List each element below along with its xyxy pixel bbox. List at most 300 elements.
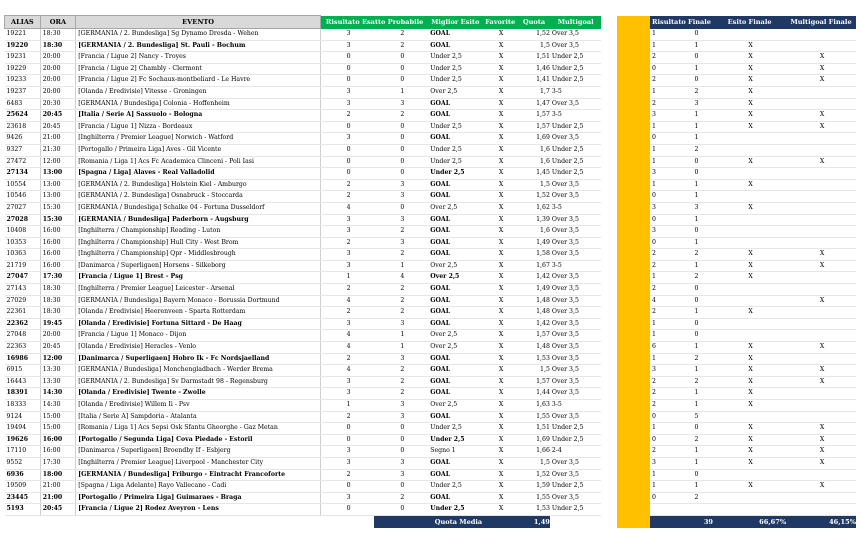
cell-miglior-esito[interactable]: GOAL	[428, 110, 482, 122]
cell-pred-home[interactable]: 2	[320, 191, 374, 203]
cell-quota[interactable]: 1,63	[518, 400, 550, 412]
cell-pred-away[interactable]: 2	[374, 376, 428, 388]
table-row[interactable]	[5, 179, 857, 191]
cell-evento[interactable]: [GERMANIA / 2. Bundesliga] Osnabruck - Stoccarda	[76, 191, 321, 203]
table-row[interactable]	[5, 400, 857, 412]
cell-ora[interactable]: 20:00	[40, 75, 76, 87]
cell-final-home[interactable]: 1	[650, 86, 678, 98]
cell-multigoal-finale[interactable]: X	[786, 295, 856, 307]
cell-miglior-esito[interactable]: Over 2,5	[428, 202, 482, 214]
cell-quota[interactable]: 1,46	[518, 63, 550, 75]
cell-pred-away[interactable]: 0	[374, 121, 428, 133]
cell-pred-away[interactable]: 3	[374, 400, 428, 412]
cell-ora[interactable]: 21:30	[40, 144, 76, 156]
cell-esito-finale[interactable]: X	[713, 272, 786, 284]
cell-alias[interactable]: 22361	[5, 307, 41, 319]
cell-quota[interactable]: 1,55	[518, 492, 550, 504]
cell-alias[interactable]: 17110	[5, 446, 41, 458]
cell-pred-away[interactable]: 3	[374, 98, 428, 110]
cell-esito-finale[interactable]: X	[713, 388, 786, 400]
cell-multigoal-finale[interactable]	[786, 411, 856, 423]
cell-ora[interactable]: 14:30	[40, 388, 76, 400]
cell-final-home[interactable]: 2	[650, 376, 678, 388]
cell-multigoal-finale[interactable]	[786, 144, 856, 156]
cell-esito-finale[interactable]: X	[713, 86, 786, 98]
cell-final-away[interactable]: 1	[678, 133, 713, 145]
cell-favorite[interactable]: X	[482, 110, 518, 122]
cell-pred-home[interactable]: 0	[320, 434, 374, 446]
cell-ora[interactable]: 16:00	[40, 446, 76, 458]
cell-evento[interactable]: [GERMANIA / Bundesliga] Colonia - Hoffenheim	[76, 98, 321, 110]
cell-favorite[interactable]: X	[482, 307, 518, 319]
table-row[interactable]	[5, 446, 857, 458]
cell-miglior-esito[interactable]: GOAL	[428, 214, 482, 226]
cell-multigoal-finale[interactable]: X	[786, 156, 856, 168]
cell-alias[interactable]: 22362	[5, 318, 41, 330]
cell-pred-away[interactable]: 3	[374, 411, 428, 423]
cell-final-away[interactable]: 1	[678, 191, 713, 203]
cell-pred-away[interactable]: 2	[374, 365, 428, 377]
cell-miglior-esito[interactable]: GOAL	[428, 365, 482, 377]
cell-pred-away[interactable]: 0	[374, 156, 428, 168]
cell-final-home[interactable]: 2	[650, 249, 678, 261]
cell-quota[interactable]: 1,57	[518, 121, 550, 133]
cell-multigoal-finale[interactable]: X	[786, 446, 856, 458]
cell-evento[interactable]: [Italia / Serie A] Sampdoria - Atalanta	[76, 411, 321, 423]
cell-alias[interactable]: 10353	[5, 237, 41, 249]
cell-multigoal-finale[interactable]: X	[786, 63, 856, 75]
table-row[interactable]	[5, 98, 857, 110]
cell-favorite[interactable]: X	[482, 191, 518, 203]
cell-pred-home[interactable]: 3	[320, 457, 374, 469]
cell-multigoal-finale[interactable]	[786, 272, 856, 284]
cell-alias[interactable]: 18391	[5, 388, 41, 400]
cell-quota[interactable]: 1,69	[518, 133, 550, 145]
cell-favorite[interactable]: X	[482, 179, 518, 191]
cell-pred-away[interactable]: 3	[374, 214, 428, 226]
cell-alias[interactable]: 10363	[5, 249, 41, 261]
cell-pred-home[interactable]: 0	[320, 52, 374, 64]
cell-ora[interactable]: 17:30	[40, 457, 76, 469]
cell-final-away[interactable]: 0	[678, 168, 713, 180]
cell-final-home[interactable]: 1	[650, 330, 678, 342]
cell-alias[interactable]: 19229	[5, 63, 41, 75]
cell-multigoal[interactable]: Over 3,5	[550, 226, 602, 238]
cell-final-home[interactable]: 3	[650, 226, 678, 238]
cell-ora[interactable]: 20:45	[40, 504, 76, 516]
cell-pred-away[interactable]: 1	[374, 342, 428, 354]
cell-multigoal-finale[interactable]	[786, 469, 856, 481]
cell-alias[interactable]: 19494	[5, 423, 41, 435]
cell-multigoal-finale[interactable]	[786, 202, 856, 214]
cell-final-home[interactable]: 4	[650, 295, 678, 307]
cell-final-home[interactable]: 0	[650, 191, 678, 203]
cell-final-home[interactable]: 1	[650, 469, 678, 481]
cell-pred-home[interactable]: 4	[320, 295, 374, 307]
cell-final-home[interactable]: 3	[650, 110, 678, 122]
cell-ora[interactable]: 21:00	[40, 492, 76, 504]
table-row[interactable]	[5, 202, 857, 214]
cell-esito-finale[interactable]	[713, 504, 786, 516]
cell-miglior-esito[interactable]: Under 2,5	[428, 75, 482, 87]
cell-multigoal[interactable]: Over 3,5	[550, 376, 602, 388]
cell-multigoal-finale[interactable]	[786, 86, 856, 98]
cell-final-away[interactable]: 0	[678, 295, 713, 307]
cell-final-away[interactable]: 2	[678, 144, 713, 156]
cell-multigoal-finale[interactable]	[786, 179, 856, 191]
cell-ora[interactable]: 13:00	[40, 168, 76, 180]
cell-favorite[interactable]: X	[482, 330, 518, 342]
cell-evento[interactable]: [Inghilterra / Championship] Reading - Luton	[76, 226, 321, 238]
cell-final-away[interactable]: 1	[678, 446, 713, 458]
cell-pred-away[interactable]: 0	[374, 52, 428, 64]
cell-esito-finale[interactable]: X	[713, 481, 786, 493]
table-row[interactable]	[5, 423, 857, 435]
cell-multigoal-finale[interactable]	[786, 237, 856, 249]
table-row[interactable]	[5, 469, 857, 481]
cell-multigoal-finale[interactable]	[786, 40, 856, 52]
cell-esito-finale[interactable]: X	[713, 98, 786, 110]
cell-multigoal[interactable]: Under 2,5	[550, 423, 602, 435]
cell-favorite[interactable]: X	[482, 237, 518, 249]
cell-ora[interactable]: 20:45	[40, 110, 76, 122]
cell-alias[interactable]: 19231	[5, 52, 41, 64]
cell-favorite[interactable]: X	[482, 365, 518, 377]
cell-multigoal[interactable]: Under 2,5	[550, 52, 602, 64]
cell-favorite[interactable]: X	[482, 423, 518, 435]
cell-esito-finale[interactable]	[713, 144, 786, 156]
cell-evento[interactable]: [Romania / Liga 1] Acs Sepsi Osk Sfantu Gheorghe - Gaz Metan	[76, 423, 321, 435]
cell-miglior-esito[interactable]: GOAL	[428, 29, 482, 41]
cell-pred-away[interactable]: 3	[374, 318, 428, 330]
cell-pred-home[interactable]: 0	[320, 168, 374, 180]
cell-evento[interactable]: [GERMANIA / 2. Bundesliga] Holstein Kiel - Amburgo	[76, 179, 321, 191]
table-row[interactable]	[5, 272, 857, 284]
cell-favorite[interactable]: X	[482, 272, 518, 284]
col-header-risultato-finale[interactable]: Risultato Finale	[650, 16, 713, 29]
cell-miglior-esito[interactable]: Over 2,5	[428, 400, 482, 412]
cell-evento[interactable]: [Olanda / Eredivisie] Willem Ii - Psv	[76, 400, 321, 412]
cell-miglior-esito[interactable]: Under 2,5	[428, 434, 482, 446]
cell-multigoal[interactable]: Over 3,5	[550, 133, 602, 145]
cell-ora[interactable]: 13:30	[40, 365, 76, 377]
cell-favorite[interactable]: X	[482, 40, 518, 52]
col-header-evento[interactable]: EVENTO	[76, 16, 321, 29]
cell-quota[interactable]: 1,5	[518, 457, 550, 469]
cell-final-away[interactable]: 1	[678, 307, 713, 319]
table-row[interactable]	[5, 411, 857, 423]
cell-evento[interactable]: [Olanda / Eredivisie] Heracles - Venlo	[76, 342, 321, 354]
cell-multigoal-finale[interactable]	[786, 353, 856, 365]
cell-alias[interactable]: 9426	[5, 133, 41, 145]
cell-esito-finale[interactable]	[713, 226, 786, 238]
cell-pred-home[interactable]: 3	[320, 86, 374, 98]
cell-multigoal[interactable]: Over 3,5	[550, 342, 602, 354]
cell-esito-finale[interactable]: X	[713, 457, 786, 469]
cell-esito-finale[interactable]: X	[713, 260, 786, 272]
table-row[interactable]	[5, 504, 857, 516]
cell-pred-home[interactable]: 0	[320, 75, 374, 87]
cell-alias[interactable]: 19221	[5, 29, 41, 41]
cell-pred-away[interactable]: 0	[374, 504, 428, 516]
cell-multigoal-finale[interactable]: X	[786, 75, 856, 87]
cell-pred-home[interactable]: 3	[320, 318, 374, 330]
cell-multigoal-finale[interactable]	[786, 318, 856, 330]
cell-final-home[interactable]	[650, 504, 678, 516]
cell-ora[interactable]: 21:00	[40, 481, 76, 493]
cell-pred-away[interactable]: 0	[374, 423, 428, 435]
cell-miglior-esito[interactable]: Under 2,5	[428, 63, 482, 75]
table-row[interactable]	[5, 318, 857, 330]
cell-favorite[interactable]: X	[482, 121, 518, 133]
cell-alias[interactable]: 16443	[5, 376, 41, 388]
cell-pred-away[interactable]: 0	[374, 168, 428, 180]
cell-multigoal-finale[interactable]	[786, 492, 856, 504]
cell-esito-finale[interactable]	[713, 168, 786, 180]
cell-quota[interactable]: 1,48	[518, 342, 550, 354]
cell-favorite[interactable]: X	[482, 376, 518, 388]
cell-esito-finale[interactable]	[713, 214, 786, 226]
cell-pred-away[interactable]: 1	[374, 260, 428, 272]
cell-alias[interactable]: 9552	[5, 457, 41, 469]
cell-favorite[interactable]: X	[482, 446, 518, 458]
cell-favorite[interactable]: X	[482, 457, 518, 469]
cell-ora[interactable]: 18:30	[40, 295, 76, 307]
cell-esito-finale[interactable]	[713, 29, 786, 41]
cell-ora[interactable]: 15:30	[40, 214, 76, 226]
cell-multigoal-finale[interactable]: X	[786, 434, 856, 446]
cell-pred-home[interactable]: 2	[320, 179, 374, 191]
cell-pred-home[interactable]: 2	[320, 307, 374, 319]
cell-quota[interactable]: 1,57	[518, 110, 550, 122]
cell-alias[interactable]: 27134	[5, 168, 41, 180]
cell-miglior-esito[interactable]: Over 2,5	[428, 272, 482, 284]
table-row[interactable]	[5, 307, 857, 319]
cell-ora[interactable]: 13:30	[40, 376, 76, 388]
cell-multigoal[interactable]: Over 3,5	[550, 353, 602, 365]
cell-esito-finale[interactable]: X	[713, 376, 786, 388]
cell-quota[interactable]: 1,52	[518, 29, 550, 41]
cell-quota[interactable]: 1,42	[518, 272, 550, 284]
cell-pred-home[interactable]: 3	[320, 98, 374, 110]
cell-miglior-esito[interactable]: GOAL	[428, 318, 482, 330]
cell-evento[interactable]: [Francia / Ligue 2] Fc Sochaux-montbeliard - Le Havre	[76, 75, 321, 87]
cell-pred-home[interactable]: 0	[320, 156, 374, 168]
cell-miglior-esito[interactable]: GOAL	[428, 284, 482, 296]
cell-esito-finale[interactable]: X	[713, 121, 786, 133]
cell-evento[interactable]: [Olanda / Eredivisie] Vitesse - Groningen	[76, 86, 321, 98]
cell-final-home[interactable]: 0	[650, 434, 678, 446]
cell-multigoal[interactable]: Over 3,5	[550, 411, 602, 423]
cell-pred-away[interactable]: 2	[374, 110, 428, 122]
cell-pred-home[interactable]: 1	[320, 400, 374, 412]
cell-miglior-esito[interactable]: Over 2,5	[428, 260, 482, 272]
cell-multigoal[interactable]: Over 3,5	[550, 284, 602, 296]
cell-evento[interactable]: [Romania / Liga 1] Acs Fc Academica Clinceni - Poli Iasi	[76, 156, 321, 168]
cell-alias[interactable]: 19233	[5, 75, 41, 87]
table-row[interactable]	[5, 29, 857, 41]
cell-pred-away[interactable]: 0	[374, 75, 428, 87]
cell-multigoal[interactable]: Over 3,5	[550, 388, 602, 400]
table-row[interactable]	[5, 365, 857, 377]
cell-favorite[interactable]: X	[482, 504, 518, 516]
cell-quota[interactable]: 1,52	[518, 191, 550, 203]
cell-esito-finale[interactable]: X	[713, 202, 786, 214]
cell-ora[interactable]: 20:45	[40, 121, 76, 133]
cell-final-away[interactable]: 2	[678, 272, 713, 284]
cell-miglior-esito[interactable]: GOAL	[428, 179, 482, 191]
table-row[interactable]	[5, 133, 857, 145]
table-row[interactable]	[5, 63, 857, 75]
cell-final-away[interactable]: 0	[678, 226, 713, 238]
cell-final-home[interactable]: 1	[650, 272, 678, 284]
cell-miglior-esito[interactable]: GOAL	[428, 40, 482, 52]
cell-favorite[interactable]: X	[482, 98, 518, 110]
cell-final-home[interactable]: 2	[650, 260, 678, 272]
cell-final-home[interactable]: 1	[650, 29, 678, 41]
table-row[interactable]	[5, 284, 857, 296]
cell-multigoal-finale[interactable]	[786, 133, 856, 145]
cell-alias[interactable]: 18333	[5, 400, 41, 412]
cell-favorite[interactable]: X	[482, 52, 518, 64]
cell-esito-finale[interactable]: X	[713, 342, 786, 354]
cell-esito-finale[interactable]: X	[713, 52, 786, 64]
cell-pred-away[interactable]: 0	[374, 434, 428, 446]
cell-ora[interactable]: 16:00	[40, 237, 76, 249]
cell-multigoal[interactable]: Over 3,5	[550, 469, 602, 481]
table-row[interactable]	[5, 330, 857, 342]
cell-favorite[interactable]: X	[482, 260, 518, 272]
cell-evento[interactable]: [Francia / Ligue 2] Nancy - Troyes	[76, 52, 321, 64]
col-header-alias[interactable]: ALIAS	[5, 16, 41, 29]
cell-evento[interactable]: [Francia / Ligue 2] Rodez Aveyron - Lens	[76, 504, 321, 516]
cell-evento[interactable]: [Spagna / Liga] Alaves - Real Valladolid	[76, 168, 321, 180]
cell-evento[interactable]: [GERMANIA / 2. Bundesliga] Sv Darmstadt 98 - Regensburg	[76, 376, 321, 388]
cell-evento[interactable]: [Portogallo / Segunda Liga] Cova Piedade - Estoril	[76, 434, 321, 446]
cell-alias[interactable]: 9327	[5, 144, 41, 156]
cell-pred-away[interactable]: 2	[374, 295, 428, 307]
cell-multigoal[interactable]: Under 2,5	[550, 63, 602, 75]
table-row[interactable]	[5, 86, 857, 98]
cell-alias[interactable]: 19509	[5, 481, 41, 493]
cell-quota[interactable]: 1,6	[518, 144, 550, 156]
cell-final-away[interactable]: 1	[678, 63, 713, 75]
cell-esito-finale[interactable]	[713, 133, 786, 145]
cell-multigoal-finale[interactable]	[786, 168, 856, 180]
cell-pred-home[interactable]: 2	[320, 110, 374, 122]
cell-final-home[interactable]: 2	[650, 284, 678, 296]
cell-alias[interactable]: 19237	[5, 86, 41, 98]
cell-ora[interactable]: 20:30	[40, 98, 76, 110]
cell-esito-finale[interactable]: X	[713, 179, 786, 191]
cell-ora[interactable]: 16:00	[40, 226, 76, 238]
cell-final-away[interactable]: 1	[678, 260, 713, 272]
cell-favorite[interactable]: X	[482, 249, 518, 261]
cell-favorite[interactable]: X	[482, 144, 518, 156]
cell-quota[interactable]: 1,55	[518, 411, 550, 423]
cell-pred-home[interactable]: 3	[320, 226, 374, 238]
cell-pred-away[interactable]: 3	[374, 469, 428, 481]
cell-evento[interactable]: [GERMANIA / Bundesliga] Friburgo - Eintracht Francoforte	[76, 469, 321, 481]
cell-multigoal[interactable]: Over 3,5	[550, 179, 602, 191]
cell-evento[interactable]: [Olanda / Eredivisie] Fortuna Sittard - De Haag	[76, 318, 321, 330]
cell-quota[interactable]: 1,58	[518, 249, 550, 261]
cell-pred-home[interactable]: 3	[320, 29, 374, 41]
cell-miglior-esito[interactable]: Segno 1	[428, 446, 482, 458]
cell-alias[interactable]: 19626	[5, 434, 41, 446]
cell-multigoal-finale[interactable]: X	[786, 481, 856, 493]
table-row[interactable]	[5, 260, 857, 272]
table-row[interactable]	[5, 110, 857, 122]
cell-final-away[interactable]: 1	[678, 388, 713, 400]
cell-ora[interactable]: 12:00	[40, 353, 76, 365]
cell-pred-home[interactable]: 0	[320, 504, 374, 516]
cell-final-away[interactable]: 3	[678, 202, 713, 214]
cell-miglior-esito[interactable]: Over 2,5	[428, 330, 482, 342]
cell-final-home[interactable]: 1	[650, 353, 678, 365]
cell-quota[interactable]: 1,57	[518, 330, 550, 342]
cell-final-away[interactable]: 2	[678, 86, 713, 98]
table-row[interactable]	[5, 237, 857, 249]
cell-final-home[interactable]: 3	[650, 168, 678, 180]
cell-ora[interactable]: 15:00	[40, 411, 76, 423]
cell-final-away[interactable]: 5	[678, 411, 713, 423]
cell-miglior-esito[interactable]: Under 2,5	[428, 168, 482, 180]
cell-pred-home[interactable]: 0	[320, 121, 374, 133]
cell-pred-home[interactable]: 0	[320, 423, 374, 435]
cell-final-away[interactable]: 0	[678, 156, 713, 168]
cell-alias[interactable]: 21719	[5, 260, 41, 272]
cell-alias[interactable]: 5193	[5, 504, 41, 516]
cell-miglior-esito[interactable]: Under 2,5	[428, 423, 482, 435]
cell-alias[interactable]: 6936	[5, 469, 41, 481]
cell-quota[interactable]: 1,42	[518, 318, 550, 330]
cell-multigoal-finale[interactable]	[786, 330, 856, 342]
cell-esito-finale[interactable]	[713, 330, 786, 342]
table-row[interactable]	[5, 376, 857, 388]
cell-alias[interactable]: 10554	[5, 179, 41, 191]
cell-pred-away[interactable]: 3	[374, 457, 428, 469]
cell-pred-away[interactable]: 3	[374, 191, 428, 203]
cell-final-away[interactable]: 1	[678, 237, 713, 249]
cell-pred-home[interactable]: 2	[320, 469, 374, 481]
cell-esito-finale[interactable]	[713, 492, 786, 504]
cell-multigoal-finale[interactable]	[786, 226, 856, 238]
table-row[interactable]	[5, 457, 857, 469]
cell-esito-finale[interactable]: X	[713, 423, 786, 435]
cell-pred-home[interactable]: 2	[320, 353, 374, 365]
cell-pred-away[interactable]: 2	[374, 492, 428, 504]
cell-favorite[interactable]: X	[482, 469, 518, 481]
cell-esito-finale[interactable]	[713, 318, 786, 330]
cell-final-home[interactable]: 2	[650, 388, 678, 400]
table-row[interactable]	[5, 121, 857, 133]
table-row[interactable]	[5, 353, 857, 365]
cell-esito-finale[interactable]: X	[713, 365, 786, 377]
cell-evento[interactable]: [Danimarca / Superligaen] Broendby If - Esbjerg	[76, 446, 321, 458]
cell-final-home[interactable]: 1	[650, 144, 678, 156]
cell-final-home[interactable]: 0	[650, 492, 678, 504]
cell-pred-away[interactable]: 2	[374, 29, 428, 41]
cell-multigoal-finale[interactable]	[786, 504, 856, 516]
cell-pred-home[interactable]: 3	[320, 133, 374, 145]
cell-quota[interactable]: 1,5	[518, 365, 550, 377]
cell-miglior-esito[interactable]: GOAL	[428, 249, 482, 261]
cell-pred-away[interactable]: 2	[374, 284, 428, 296]
cell-multigoal[interactable]: Under 2,5	[550, 75, 602, 87]
cell-favorite[interactable]: X	[482, 75, 518, 87]
cell-favorite[interactable]: X	[482, 284, 518, 296]
